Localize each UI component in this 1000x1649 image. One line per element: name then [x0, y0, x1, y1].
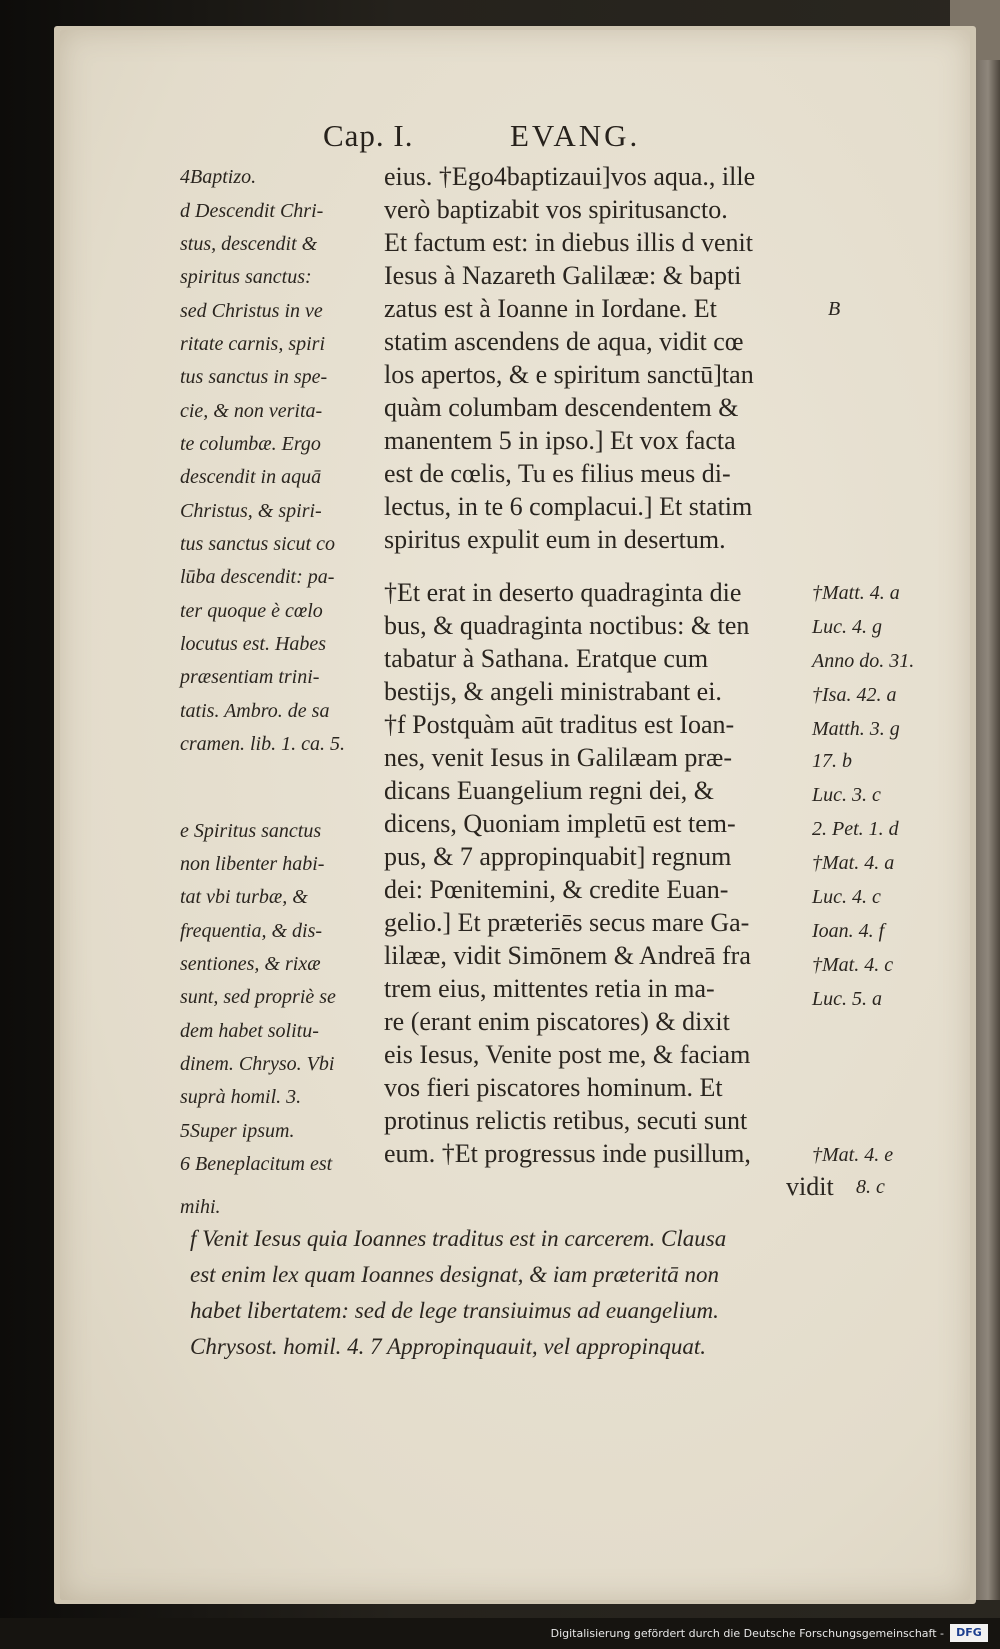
- gloss-line: ritate carnis, spiri: [180, 333, 326, 355]
- footnote-line: Chrysost. homil. 4. 7 Appropinquauit, vel appropinquat.: [190, 1334, 707, 1359]
- gloss-line: sunt, sed propriè se: [180, 986, 336, 1008]
- text-line: lilææ, vidit Simōnem & Andreā fra: [384, 941, 751, 970]
- margin-reference: Luc. 3. c: [812, 784, 881, 806]
- gloss-line: tus sanctus sicut co: [180, 533, 335, 555]
- text-line: manentem 5 in ipso.] Et vox facta: [384, 426, 736, 455]
- margin-reference: †Isa. 42. a: [812, 684, 897, 706]
- text-line: bestijs, & angeli ministrabant ei.: [384, 677, 722, 706]
- text-line: tabatur à Sathana. Eratque cum: [384, 644, 709, 673]
- margin-reference: †Mat. 4. a: [812, 852, 895, 874]
- gloss-line: frequentia, & dis-: [180, 920, 323, 942]
- gloss-line: e Spiritus sanctus: [180, 820, 322, 842]
- dfg-logo: DFG: [950, 1624, 988, 1642]
- margin-reference: †Mat. 4. e: [812, 1144, 894, 1166]
- gloss-line: 6 Beneplacitum est: [180, 1153, 333, 1175]
- chapter-heading: Cap. I.: [323, 118, 414, 153]
- gloss-line: dinem. Chryso. Vbi: [180, 1053, 335, 1075]
- text-line: Iesus à Nazareth Galilææ: & bapti: [384, 261, 742, 290]
- margin-reference: 17. b: [812, 750, 852, 772]
- text-line: quàm columbam descendentem &: [384, 393, 739, 422]
- gloss-line: d Descendit Chri-: [180, 200, 324, 222]
- gloss-line: 5Super ipsum.: [180, 1120, 295, 1142]
- gloss-line: ter quoque è cœlo: [180, 600, 323, 622]
- margin-reference: 8. c: [856, 1176, 885, 1198]
- margin-reference: †Mat. 4. c: [812, 954, 894, 976]
- text-line: est de cœlis, Tu es filius meus di-: [384, 459, 731, 488]
- footnote-line: habet libertatem: sed de lege transiuimus ad euangelium.: [190, 1298, 719, 1323]
- gloss-line: cie, & non verita-: [180, 400, 323, 422]
- text-line: re (erant enim piscatores) & dixit: [384, 1007, 730, 1036]
- digitization-credit: Digitalisierung gefördert durch die Deutsche Forschungsgemeinschaft -: [550, 1627, 944, 1640]
- gloss-line: tatis. Ambro. de sa: [180, 700, 330, 722]
- margin-letter: B: [828, 298, 841, 320]
- text-line: zatus est à Ioanne in Iordane. Et: [384, 294, 717, 323]
- gloss-line: non libenter habi-: [180, 853, 325, 875]
- text-line: verò baptizabit vos spiritusancto.: [384, 195, 728, 224]
- gloss-line: stus, descendit &: [180, 233, 318, 255]
- text-line: los apertos, & e spiritum sanctū]tan: [384, 360, 754, 389]
- text-line: bus, & quadraginta noctibus: & ten: [384, 611, 750, 640]
- text-line: statim ascendens de aqua, vidit cœ: [384, 327, 744, 356]
- text-line: †Et erat in deserto quadraginta die: [384, 578, 742, 607]
- gloss-line: mihi.: [180, 1196, 221, 1218]
- gloss-line: præsentiam trini-: [180, 666, 320, 688]
- margin-reference: †Matt. 4. a: [812, 582, 900, 604]
- text-line: spiritus expulit eum in desertum.: [384, 525, 726, 554]
- text-line: trem eius, mittentes retia in ma-: [384, 974, 715, 1003]
- text-line: eius. †Ego4baptizaui]vos aqua., ille: [384, 162, 756, 191]
- margin-reference: Anno do. 31.: [812, 650, 915, 672]
- gloss-line: sentiones, & rixæ: [180, 953, 321, 975]
- margin-reference: 2. Pet. 1. d: [812, 818, 899, 840]
- footnote-line: est enim lex quam Ioannes designat, & iam præteritā non: [190, 1262, 719, 1287]
- gloss-line: te columbæ. Ergo: [180, 433, 321, 455]
- text-line: dicens, Quoniam impletū est tem-: [384, 809, 736, 838]
- text-line: dei: Pœnitemini, & credite Euan-: [384, 875, 729, 904]
- text-line: dicans Euangelium regni dei, &: [384, 776, 714, 805]
- margin-reference: Luc. 5. a: [812, 988, 882, 1010]
- gloss-line: dem habet solitu-: [180, 1020, 319, 1042]
- text-line: lectus, in te 6 complacui.] Et statim: [384, 492, 753, 521]
- gloss-line: 4Baptizo.: [180, 166, 257, 188]
- margin-reference: Ioan. 4. f: [812, 920, 885, 942]
- gloss-line: lūba descendit: pa-: [180, 566, 335, 588]
- text-line: gelio.] Et præteriēs secus mare Ga-: [384, 908, 750, 937]
- catchword: vidit: [786, 1172, 834, 1201]
- text-line: pus, & 7 appropinquabit] regnum: [384, 842, 732, 871]
- text-line: eum. †Et progressus inde pusillum,: [384, 1139, 751, 1168]
- gloss-line: tus sanctus in spe-: [180, 366, 328, 388]
- margin-reference: Matth. 3. g: [812, 718, 900, 740]
- text-line: eis Iesus, Venite post me, & faciam: [384, 1040, 751, 1069]
- gloss-line: Christus, & spiri-: [180, 500, 322, 522]
- margin-reference: Luc. 4. c: [812, 886, 881, 908]
- running-title: EVANG.: [510, 118, 641, 153]
- text-line: †f Postquàm aūt traditus est Ioan-: [384, 710, 735, 739]
- margin-reference: Luc. 4. g: [812, 616, 882, 638]
- gloss-line: sed Christus in ve: [180, 300, 323, 322]
- text-line: vos fieri piscatores hominum. Et: [384, 1073, 723, 1102]
- footnote-line: f Venit Iesus quia Ioannes traditus est in carcerem. Clausa: [190, 1226, 727, 1251]
- gloss-line: suprà homil. 3.: [180, 1086, 302, 1108]
- text-line: protinus relictis retibus, secuti sunt: [384, 1106, 748, 1135]
- gloss-line: cramen. lib. 1. ca. 5.: [180, 733, 345, 755]
- gloss-line: tat vbi turbæ, &: [180, 886, 308, 908]
- gloss-line: locutus est. Habes: [180, 633, 327, 655]
- text-line: Et factum est: in diebus illis d venit: [384, 228, 754, 257]
- text-line: nes, venit Iesus in Galilæam præ-: [384, 743, 733, 772]
- gloss-line: descendit in aquā: [180, 466, 322, 488]
- gloss-line: spiritus sanctus:: [180, 266, 312, 288]
